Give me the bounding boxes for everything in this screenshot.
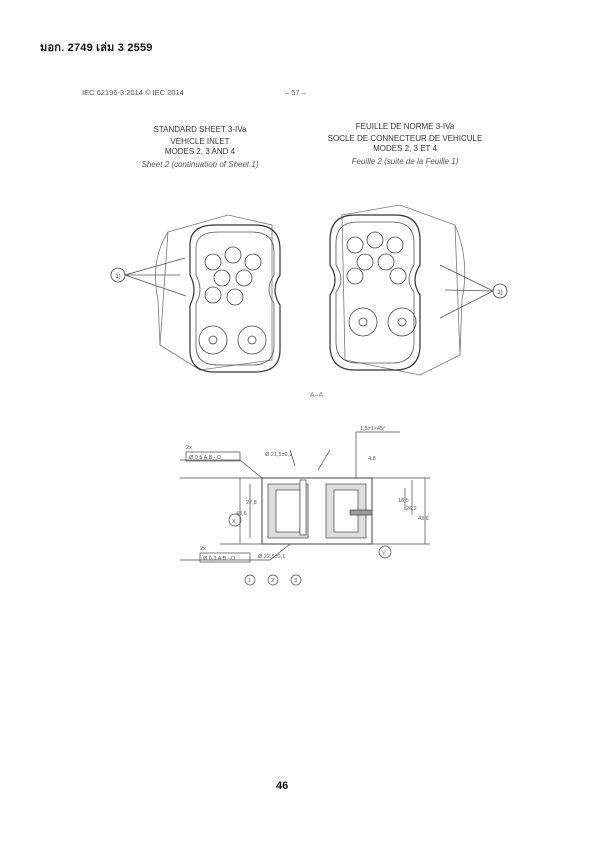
dim-chamfer: 1,5±1×45° bbox=[360, 426, 386, 432]
english-subtitle: VEHICLE INLET bbox=[170, 137, 230, 146]
dim-right-1: 18,5 bbox=[398, 498, 409, 504]
tol-bottom: Ø 0,3 A B - D bbox=[203, 556, 236, 562]
english-modes: MODES 2, 3 AND 4 bbox=[164, 147, 236, 156]
french-modes: MODES 2, 3 ET 4 bbox=[373, 144, 437, 153]
tol-top: Ø 0,5 A B - D bbox=[189, 455, 222, 461]
left-callout-label: 1) bbox=[115, 274, 121, 280]
page-number: 46 bbox=[276, 780, 289, 792]
circle-label-2: 2 bbox=[271, 578, 275, 584]
english-sheet-note: Sheet 2 (continuation of Sheet 1) bbox=[141, 160, 259, 169]
dim-diameter-bottom: Ø 22,5±0,1 bbox=[258, 554, 286, 560]
dim-diameter-top: Ø 21,5±0,1 bbox=[265, 452, 293, 458]
circle-label-1: 1 bbox=[248, 578, 252, 584]
mark-y: Y bbox=[382, 551, 386, 557]
dim-left-inner: 27,8 bbox=[246, 500, 257, 506]
dim-right-2: 26,2 bbox=[406, 506, 417, 512]
page-marker: – 57 – bbox=[285, 88, 306, 97]
french-sheet-note: Feuille 2 (suite de la Feuille 1) bbox=[351, 157, 459, 166]
french-subtitle: SOCLE DE CONNECTEUR DE VEHICULE bbox=[327, 134, 483, 143]
inlet-3d-views bbox=[0, 0, 595, 420]
section-label: A–A bbox=[310, 392, 324, 399]
thai-standard-header: มอก. 2749 เล่ม 3 2559 bbox=[40, 42, 153, 54]
english-title: STANDARD SHEET 3-IVa bbox=[153, 125, 247, 134]
section-drawing bbox=[0, 420, 595, 600]
left-inlet-view bbox=[111, 215, 280, 372]
iec-reference: IEC 62196-3:2014 © IEC 2014 bbox=[82, 88, 184, 97]
dim-left-outer: 43,6 bbox=[236, 511, 247, 517]
right-inlet-view bbox=[330, 205, 507, 375]
tol-bottom-prefix: 2x bbox=[200, 546, 206, 552]
dim-right-3: 43,6 bbox=[418, 516, 429, 522]
tol-top-prefix: 2x bbox=[186, 445, 192, 451]
french-title: FEUILLE DE NORME 3-IVa bbox=[355, 122, 455, 131]
dim-small: 4,8 bbox=[368, 456, 376, 462]
right-callout-label: 1) bbox=[497, 290, 503, 296]
circle-label-3: 3 bbox=[294, 578, 298, 584]
mark-x: X bbox=[232, 519, 236, 525]
